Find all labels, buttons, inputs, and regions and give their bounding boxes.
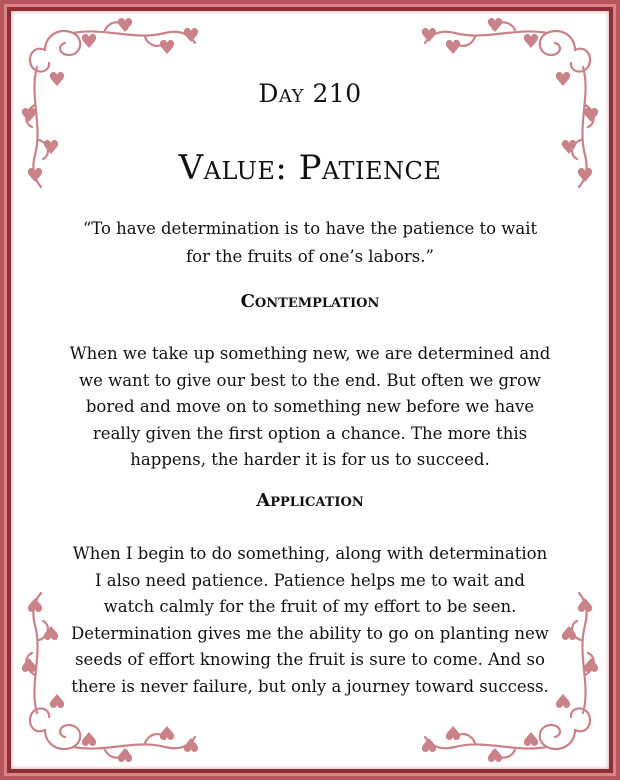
contemplation-heading: Contemplation [240, 291, 380, 312]
inner-border [4, 4, 616, 776]
page-paper [11, 11, 609, 769]
quote-text: “To have determination is to have the patience to wait for the fruits of one’s labors.” [82, 219, 538, 266]
application-text: When I begin to do something, along with determination I also need patience. Patience helps me to wait and watch calmly for the fruit of my effort to be seen. Determination gives me the ability to go on planting new seeds of effort knowing the fruit is sure to come. And so there is never failure, but only a journey toward success. [71, 544, 549, 696]
application-heading: Application [256, 490, 364, 511]
day-label: Day 210 [258, 79, 362, 108]
contemplation-text: When we take up something new, we are determined and we want to give our best to the end. But often we grow bored and move on to something new before we have really given the first option a chance. The more this happens, the harder it is for us to succeed. [69, 344, 551, 469]
page-title: Value: Patience [178, 148, 442, 188]
